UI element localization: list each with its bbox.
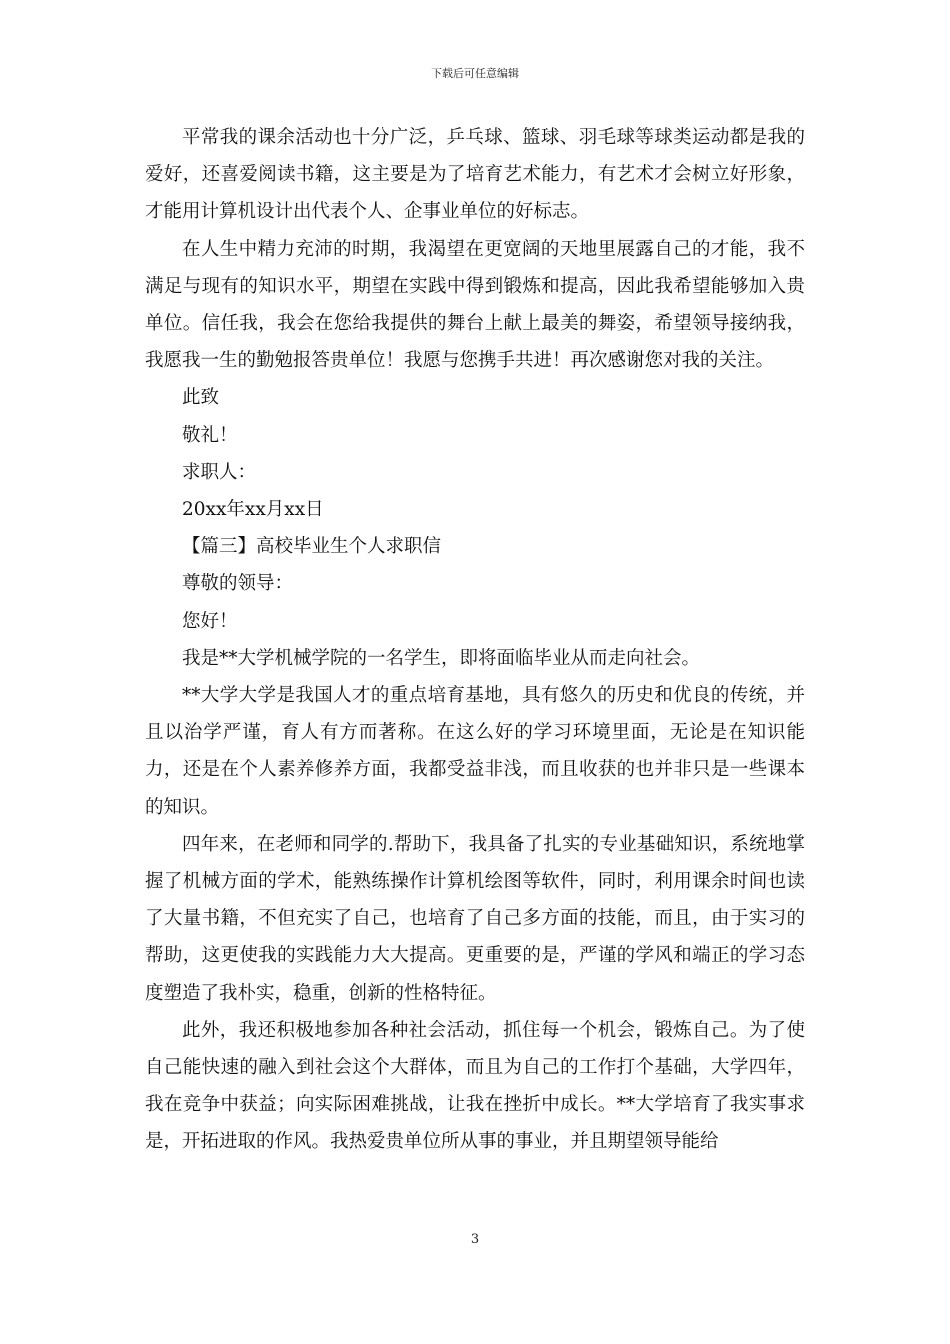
greeting-hello: 您好！	[182, 610, 238, 632]
signature-date: 20xx年xx月xx日	[182, 499, 324, 521]
greeting-recipient: 尊敬的领导：	[182, 573, 294, 595]
section-title: 【篇三】高校毕业生个人求职信	[182, 536, 442, 558]
document-body	[145, 119, 805, 1161]
closing-salutation: 此致	[182, 387, 220, 409]
page-header: 下载后可任意编辑	[431, 67, 519, 80]
signature-applicant: 求职人：	[182, 461, 257, 483]
paragraph-aspiration: 在人生中精力充沛的时期，我渴望在更宽阔的天地里展露自己的才能，我不满足与现有的知识水平，期望在实践中得到锻炼和提高，因此我希望能够加入贵单位。信任我，我会在您给我提供的舞台上献上最美的舞姿，希望领导接纳我，我愿我一生的勤勉报答贵单位！我愿与您携手共进！再次感谢您对我的关注。	[145, 238, 805, 372]
paragraph-university: **大学大学是我国人才的重点培育基地，具有悠久的历史和优良的传统，并且以治学严谨，育人有方而著称。在这么好的学习环境里面，无论是在知识能力，还是在个人素养修养方面，我都受益非浅，而且收获的也并非只是一些课本的知识。	[145, 685, 805, 818]
page-number: 3	[470, 1232, 480, 1247]
paragraph-introduction: 我是**大学机械学院的一名学生，即将面临毕业从而走向社会。	[182, 647, 701, 669]
closing-regards: 敬礼！	[182, 424, 238, 446]
paragraph-activities: 此外，我还积极地参加各种社会活动，抓住每一个机会，锻炼自己。为了使自己能快速的融入到社会这个大群体，而且为自己的工作打个基础，大学四年，我在竞争中获益；向实际困难挑战，让我在挫折中成长。**大学培育了我实事求是，开拓进取的作风。我热爱贵单位所从事的事业，并且期望领导能给	[145, 1019, 805, 1153]
paragraph-skills: 四年来，在老师和同学的.帮助下，我具备了扎实的专业基础知识，系统地掌握了机械方面的学术，能熟练操作计算机绘图等软件，同时，利用课余时间也读了大量书籍，不但充实了自己，也培育了自己多方面的技能，而且，由于实习的帮助，这更使我的实践能力大大提高。更重要的是，严谨的学风和端正的学习态度塑造了我朴实，稳重，创新的性格特征。	[145, 833, 805, 1004]
paragraph-hobbies: 平常我的课余活动也十分广泛，乒乓球、篮球、羽毛球等球类运动都是我的爱好，还喜爱阅读书籍，这主要是为了培育艺术能力，有艺术才会树立好形象，才能用计算机设计出代表个人、企事业单位的好标志。	[145, 127, 805, 223]
